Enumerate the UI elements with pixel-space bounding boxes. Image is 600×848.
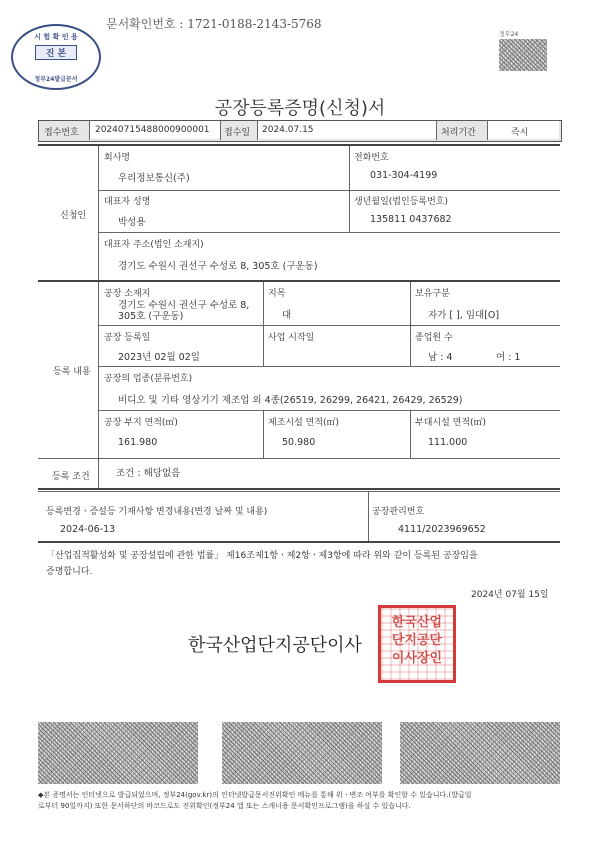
document-check-number: 문서확인번호 : 1721-0188-2143-5768 — [106, 17, 322, 31]
birth-reg-value: 135811 0437682 — [370, 214, 452, 225]
mgmt-number-value: 4111/2023969652 — [398, 524, 486, 535]
mfg-area-value: 50.980 — [282, 437, 316, 448]
company-name-label: 회사명 — [104, 153, 131, 163]
certification-date: 2024년 07월 15일 — [471, 590, 549, 600]
barcode-middle — [222, 722, 382, 784]
registration-date-value: 2023년 02월 02일 — [118, 352, 200, 363]
certification-line-2: 증명합니다. — [46, 567, 93, 577]
site-area-value: 161.980 — [118, 437, 158, 448]
changes-value: 2024-06-13 — [60, 524, 116, 535]
birth-reg-label: 생년월일(법인등록번호) — [354, 197, 448, 207]
ownership-label: 보유구분 — [415, 289, 450, 299]
representative-name-value: 박성용 — [118, 217, 146, 228]
gov24-badge-label: 정부24 — [499, 31, 519, 38]
industry-label: 공장의 업종(분류번호) — [104, 374, 193, 384]
ownership-value: 자가 [ ], 임대[O] — [428, 310, 500, 321]
barcode-right — [400, 722, 560, 784]
employees-label: 종업원 수 — [415, 333, 453, 343]
conditions-value: 조건 : 해당없음 — [116, 468, 181, 479]
aux-area-label: 부대시설 면적(㎡) — [415, 418, 487, 428]
conditions-label: 등록 조건 — [52, 472, 90, 482]
gov24-badge — [499, 29, 547, 73]
processing-period-label: 처리기간 — [441, 128, 476, 138]
registration-date-label: 공장 등록일 — [104, 333, 151, 343]
site-area-label: 공장 부지 면적(㎡) — [104, 418, 178, 428]
land-category-value: 대 — [282, 310, 292, 321]
qr-code-icon — [499, 39, 547, 71]
company-name-value: 우리정보통신(주) — [118, 173, 190, 184]
issuer-name: 한국산업단지공단이사 — [188, 635, 362, 656]
registration-section-label: 등록 내용 — [53, 367, 91, 377]
aux-area-value: 111.000 — [428, 437, 468, 448]
authenticity-seal — [11, 24, 101, 90]
changes-label: 등록변경ㆍ증설등 기재사항 변경내용(변경 날짜 및 내용) — [46, 507, 268, 517]
barcode-left — [38, 722, 198, 784]
footer-line-2: 로부터 90일까지) 또한 문서하단의 바코드로도 진위확인(정부24 앱 또는 스캐너용 문서확인프로그램)을 하실 수 있습니다. — [38, 802, 411, 810]
employees-female: 여 : 1 — [496, 352, 521, 363]
business-start-label: 사업 시작일 — [268, 333, 315, 343]
land-category-label: 지목 — [268, 289, 286, 299]
stamp-text: 한국산업단지공단이사장인 — [391, 615, 443, 666]
phone-value: 031-304-4199 — [370, 170, 438, 181]
processing-period-value: 즉시 — [511, 128, 529, 138]
employees-male: 남 : 4 — [428, 352, 453, 363]
seal-bottom-text: 정부24발급문서 — [34, 76, 78, 83]
representative-address-label: 대표자 주소(법인 소재지) — [104, 240, 204, 250]
seal-middle-text: 진 본 — [35, 45, 77, 60]
representative-address-value: 경기도 수원시 권선구 수성로 8, 305호 (구운동) — [118, 261, 318, 272]
receipt-no-value: 20240715488000900001 — [95, 125, 210, 135]
factory-location-value: 경기도 수원시 권선구 수성로 8, 305호 (구운동) — [118, 300, 250, 322]
official-stamp — [378, 605, 456, 683]
phone-label: 전화번호 — [354, 153, 389, 163]
certification-line-1: 「산업집적활성화 및 공장설립에 관한 법률」 제16조제1항ㆍ제2항ㆍ제3항에 따라 위와 같이 등록된 공장임을 — [46, 551, 478, 561]
factory-location-label: 공장 소재지 — [104, 289, 151, 299]
receipt-no-label: 접수번호 — [44, 128, 79, 138]
mfg-area-label: 제조시설 면적(㎡) — [268, 418, 340, 428]
industry-value: 비디오 및 기타 영상기기 제조업 외 4종(26519, 26299, 26421, 26429, 26529) — [118, 395, 463, 406]
representative-name-label: 대표자 성명 — [104, 197, 151, 207]
footer-line-1: ◆본 증명서는 인터넷으로 발급되었으며, 정부24(gov.kr)의 인터넷발급문서진위확인 메뉴를 통해 위ㆍ변조 여부를 확인할 수 있습니다.(발급일 — [38, 791, 472, 799]
document-title: 공장등록증명(신청)서 — [214, 98, 386, 119]
receipt-date-value: 2024.07.15 — [262, 125, 314, 135]
applicant-section-label: 신청인 — [60, 211, 87, 221]
receipt-date-label: 접수일 — [224, 128, 251, 138]
seal-top-text: 시 험 확 인 용 — [34, 33, 78, 41]
mgmt-number-label: 공장관리번호 — [372, 507, 425, 517]
